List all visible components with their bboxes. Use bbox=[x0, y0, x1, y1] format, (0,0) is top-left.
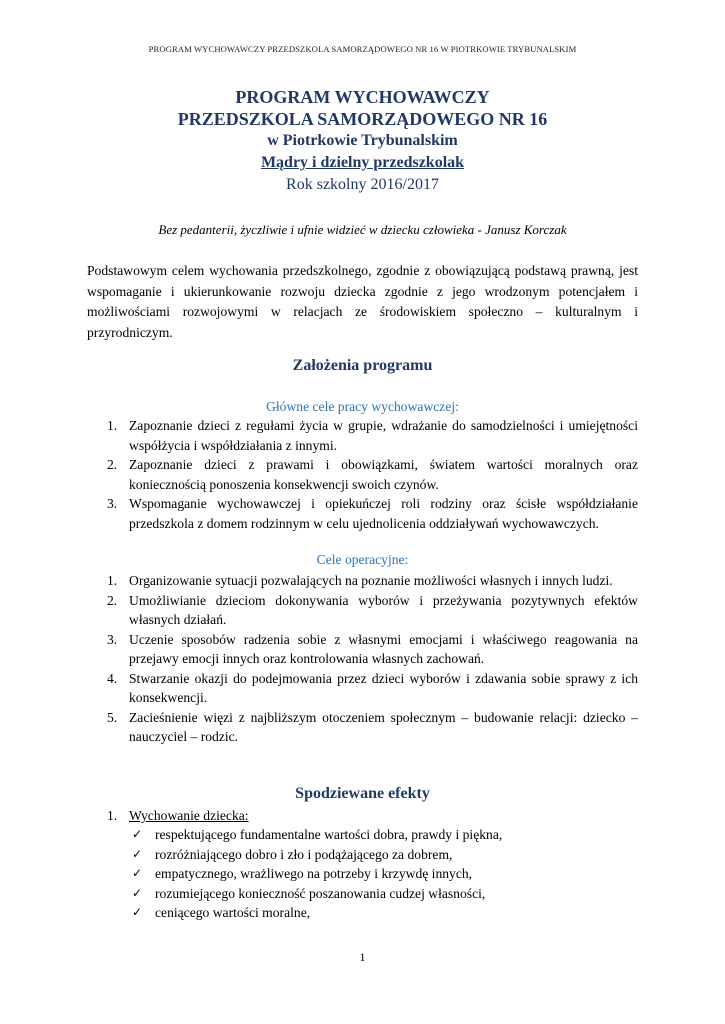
assumptions-heading: Założenia programu bbox=[292, 357, 433, 374]
title-motto-text: Mądry i dzielny przedszkolak bbox=[260, 154, 465, 171]
operational-goals-list bbox=[87, 571, 638, 747]
school-year: Rok szkolny 2016/2017 bbox=[286, 176, 439, 193]
list-item-text: Umożliwianie dzieciom dokonywania wyborów i przeżywania pozytywnych efektów własnych działań. bbox=[129, 592, 638, 627]
check-item-text: respektującego fundamentalne wartości dobra, prawdy i piękna, bbox=[155, 827, 503, 842]
list-item-text: Stwarzanie okazji do podejmowania przez dzieci wyborów i zdawania sobie sprawy z ich konsekwencji. bbox=[129, 670, 638, 705]
check-mark-icon: ✓ bbox=[132, 905, 143, 919]
list-number: 1. bbox=[107, 808, 118, 823]
operational-goals-heading: Cele operacyjne: bbox=[316, 552, 409, 567]
title-line-2: PRZEDSZKOLA SAMORZĄDOWEGO NR 16 bbox=[177, 109, 548, 129]
check-mark-icon: ✓ bbox=[132, 827, 143, 841]
list-item bbox=[87, 455, 638, 494]
title-motto bbox=[0, 152, 725, 174]
list-item bbox=[87, 708, 638, 747]
check-list-item bbox=[131, 845, 638, 865]
list-item-text: Zapoznanie dzieci z regułami życia w grupie, wdrażanie do samodzielności i umiejętności współżycia i współdziałania z innymi. bbox=[129, 418, 638, 453]
effects-check-list bbox=[131, 825, 638, 923]
title-block bbox=[0, 86, 725, 196]
list-item-text: Uczenie sposobów radzenia sobie z własnymi emocjami i właściwego reagowania na przejawy emocji innych oraz kontrolowania własnych zachowań. bbox=[129, 631, 638, 666]
list-number: 1. bbox=[107, 418, 118, 433]
check-list-item bbox=[131, 884, 638, 904]
check-mark-icon: ✓ bbox=[132, 885, 143, 900]
list-item bbox=[87, 494, 638, 533]
list-item bbox=[87, 591, 638, 630]
check-list-item bbox=[131, 903, 638, 923]
list-item-text: Organizowanie sytuacji pozwalających na poznanie możliwości własnych i innych ludzi. bbox=[129, 573, 613, 588]
title-line-1: PROGRAM WYCHOWAWCZY bbox=[235, 87, 490, 107]
korczak-quote: Bez pedanterii, życzliwie i ufnie widzieć w dziecku człowieka - Janusz Korczak bbox=[158, 222, 567, 237]
list-item bbox=[87, 630, 638, 669]
check-item-text: rozumiejącego konieczność poszanowania cudzej własności, bbox=[155, 885, 486, 901]
list-item-text: Zacieśnienie więzi z najbliższym otoczeniem społecznym – budowanie relacji: dziecko – nauczyciel – rodzic. bbox=[129, 709, 638, 744]
title-line-3: w Piotrkowie Trybunalskim bbox=[267, 132, 458, 149]
intro-paragraph: Podstawowym celem wychowania przedszkolnego, zgodnie z obowiązującą podstawą prawną, jest wspomaganie i ukierunkowanie rozwoju dziecka zgodnie z jego wrodzonym potencjałem i możliwościami rozwojowymi w relacjach ze środowiskiem społeczno – kulturalnym i przyrodniczym. bbox=[87, 263, 638, 340]
page-number: 1 bbox=[359, 950, 366, 964]
list-item bbox=[87, 669, 638, 708]
list-number: 3. bbox=[107, 496, 118, 511]
list-item-text: Wspomaganie wychowawczej i opiekuńczej roli rodziny oraz ścisłe współdziałanie przedszkola z domem rodzinnym w celu ujednolicenia oddziaływań wychowawczych. bbox=[129, 496, 638, 531]
list-item bbox=[87, 571, 638, 591]
list-number: 2. bbox=[107, 457, 118, 472]
list-number: 3. bbox=[107, 631, 118, 647]
running-header: PROGRAM WYCHOWAWCZY PRZEDSZKOLA SAMORZĄDOWEGO NR 16 W PIOTRKOWIE TRYBUNALSKIM bbox=[148, 44, 577, 54]
check-mark-icon: ✓ bbox=[132, 846, 143, 861]
list-number: 5. bbox=[107, 709, 118, 725]
list-number: 2. bbox=[107, 592, 118, 608]
list-item-text: Zapoznanie dzieci z prawami i obowiązkami, światem wartości moralnych oraz koniecznością ponoszenia konsekwencji swoich czynów. bbox=[129, 457, 638, 492]
check-item-text: empatycznego, wrażliwego na potrzeby i krzywdę innych, bbox=[155, 866, 473, 881]
main-goals-heading: Główne cele pracy wychowawczej: bbox=[266, 399, 459, 414]
check-item-text: ceniącego wartości moralne, bbox=[155, 905, 311, 920]
check-mark-icon: ✓ bbox=[132, 866, 143, 880]
check-list-item bbox=[131, 825, 638, 845]
list-number: 1. bbox=[107, 573, 118, 588]
main-goals-list bbox=[87, 416, 638, 533]
check-list-item bbox=[131, 864, 638, 884]
effects-heading: Spodziewane efekty bbox=[295, 785, 430, 802]
check-item-text: rozróżniającego dobro i zło i podążającego za dobrem, bbox=[155, 846, 453, 862]
list-item bbox=[87, 416, 638, 455]
list-number: 4. bbox=[107, 670, 118, 686]
effects-item-label: Wychowanie dziecka: bbox=[129, 808, 249, 823]
